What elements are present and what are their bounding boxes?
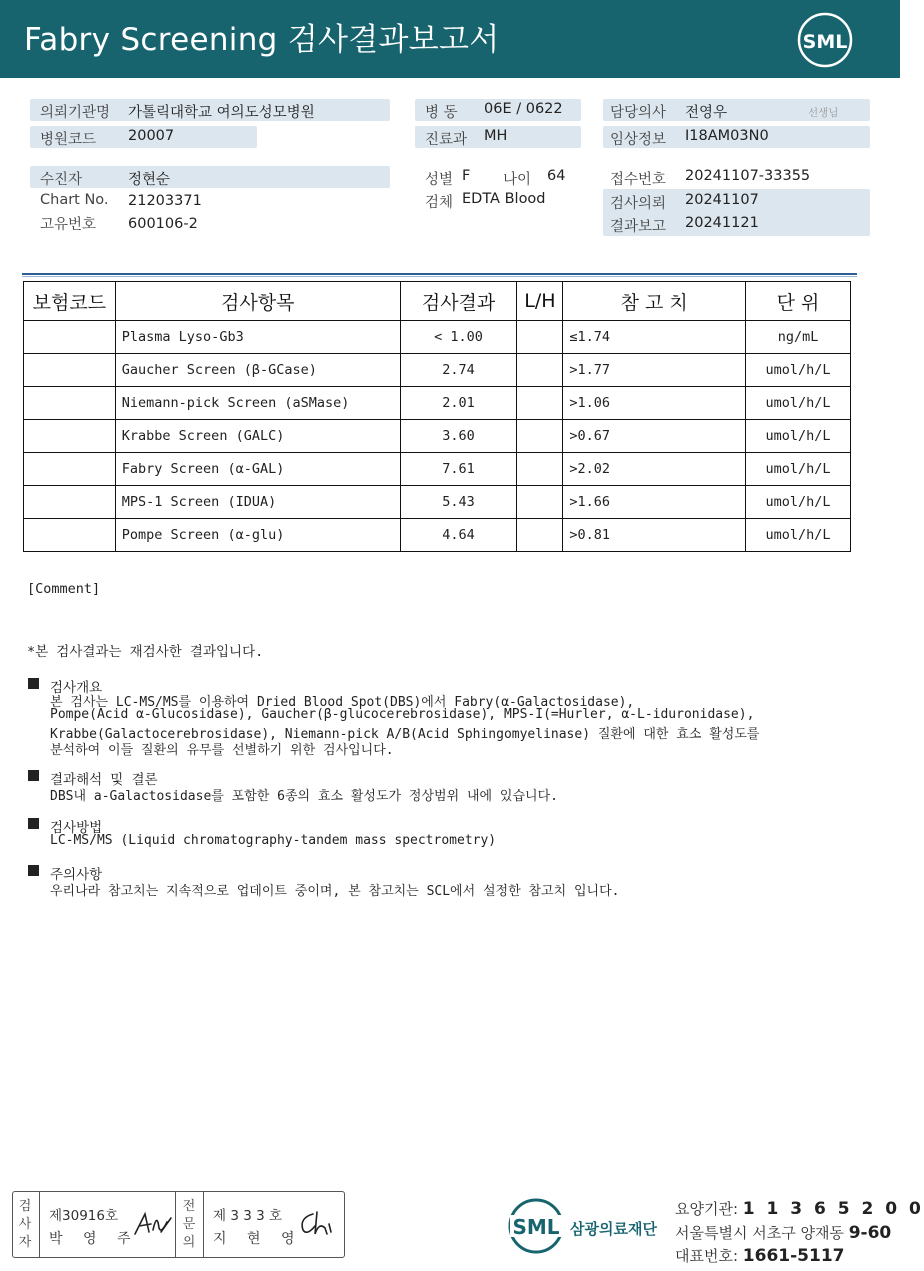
doctor-value: 전영우	[685, 105, 728, 121]
provider-value: 1 1 3 6 5 2 0 0	[742, 1199, 924, 1219]
code-cell	[24, 387, 116, 420]
result-cell: 4.64	[400, 519, 517, 552]
col-header-result: 검사결과	[400, 282, 517, 321]
section-title: 주의사항	[50, 867, 103, 883]
unit-cell: umol/h/L	[746, 519, 851, 552]
dept-value: MH	[484, 128, 508, 144]
result-cell: < 1.00	[400, 321, 517, 354]
table-row	[24, 420, 851, 453]
section-line: LC-MS/MS (Liquid chromatography-tandem mass spectrometry)	[50, 833, 497, 848]
item-cell: MPS-1 Screen (IDUA)	[115, 486, 400, 519]
retest-note: *본 검사결과는 재검사한 결과입니다.	[27, 644, 264, 660]
unit-cell: umol/h/L	[746, 354, 851, 387]
code-cell	[24, 354, 116, 387]
hospital-code-label: 병원코드	[40, 132, 97, 148]
lh-cell	[517, 519, 563, 552]
ref-cell: >2.02	[563, 453, 746, 486]
receipt-label: 접수번호	[610, 172, 667, 188]
patient-label: 수진자	[40, 172, 83, 188]
age-value: 64	[547, 168, 566, 184]
report-title: Fabry Screening 검사결과보고서	[24, 22, 500, 58]
section-title: 검사개요	[50, 680, 103, 696]
lh-cell	[517, 387, 563, 420]
results-table	[23, 281, 851, 552]
item-cell: Pompe Screen (α-glu)	[115, 519, 400, 552]
specimen-value: EDTA Blood	[462, 191, 546, 207]
clinical-value: I18AM03N0	[685, 128, 769, 144]
specialist-name: 지 현 영	[213, 1231, 303, 1247]
table-row	[24, 453, 851, 486]
chart-label: Chart No.	[40, 192, 109, 208]
phone-line	[675, 1245, 844, 1266]
bullet-square-icon	[28, 865, 39, 876]
result-cell: 2.01	[400, 387, 517, 420]
hospital-value: 가톨릭대학교 여의도성모병원	[128, 105, 315, 121]
table-header-row	[24, 282, 851, 321]
examiner-name: 박 영 주	[49, 1231, 139, 1247]
ref-cell: ≤1.74	[563, 321, 746, 354]
org-logo-icon	[506, 1196, 566, 1256]
address-prefix: 서울특별시 서초구 양재동	[675, 1224, 849, 1242]
col-header-unit: 단 위	[746, 282, 851, 321]
comment-label: [Comment]	[27, 581, 101, 597]
unique-value: 600106-2	[128, 216, 198, 232]
unit-cell: umol/h/L	[746, 387, 851, 420]
request-label: 검사의뢰	[610, 196, 667, 212]
section-line: 우리나라 참고치는 지속적으로 업데이트 중이며, 본 참고치는 SCL에서 설정한 참고치 입니다.	[50, 884, 620, 899]
unit-cell: umol/h/L	[746, 420, 851, 453]
code-cell	[24, 486, 116, 519]
code-cell	[24, 453, 116, 486]
section-line: DBS내 a-Galactosidase를 포함한 6종의 효소 활성도가 정상범위 내에 있습니다.	[50, 789, 558, 804]
bullet-square-icon	[28, 770, 39, 781]
specialist-license: 제 3 3 3 호	[213, 1208, 283, 1224]
sex-label: 성별	[425, 172, 454, 188]
item-cell: Gaucher Screen (β-GCase)	[115, 354, 400, 387]
report-value: 20241121	[685, 215, 759, 231]
signature-box	[12, 1191, 345, 1258]
section-divider	[22, 273, 857, 275]
section-line: Krabbe(Galactocerebrosidase), Niemann-pick A/B(Acid Sphingomyelinase) 질환에 대한 효소 활성도를	[50, 727, 760, 742]
specialist-signature-icon	[295, 1208, 339, 1240]
org-logo-text: SML	[512, 1215, 560, 1239]
provider-label: 요양기관:	[675, 1200, 739, 1218]
report-label: 결과보고	[610, 219, 667, 235]
table-row	[24, 519, 851, 552]
section-title: 검사방법	[50, 820, 103, 836]
org-name: 삼광의료재단	[570, 1220, 657, 1238]
section-line: 본 검사는 LC-MS/MS를 이용하여 Dried Blood Spot(DBS)에서 Fabry(α-Galactosidase),	[50, 695, 635, 710]
result-cell: 2.74	[400, 354, 517, 387]
table-row	[24, 387, 851, 420]
col-header-item: 검사항목	[115, 282, 400, 321]
examiner-signature-icon	[131, 1208, 175, 1240]
lh-cell	[517, 453, 563, 486]
unit-cell: umol/h/L	[746, 453, 851, 486]
section-title: 결과해석 및 결론	[50, 772, 158, 788]
unit-cell: umol/h/L	[746, 486, 851, 519]
item-cell: Krabbe Screen (GALC)	[115, 420, 400, 453]
col-header-lh: L/H	[517, 282, 563, 321]
item-cell: Plasma Lyso-Gb3	[115, 321, 400, 354]
ref-cell: >1.06	[563, 387, 746, 420]
doctor-suffix: 선생님	[808, 107, 839, 119]
code-cell	[24, 519, 116, 552]
report-header	[0, 0, 900, 78]
result-cell: 7.61	[400, 453, 517, 486]
ref-cell: >1.77	[563, 354, 746, 387]
lh-cell	[517, 354, 563, 387]
bullet-square-icon	[28, 678, 39, 689]
hospital-label: 의뢰기관명	[40, 105, 111, 121]
unit-cell: ng/mL	[746, 321, 851, 354]
table-row	[24, 321, 851, 354]
sex-value: F	[462, 168, 471, 184]
code-cell	[24, 420, 116, 453]
receipt-value: 20241107-33355	[685, 168, 811, 184]
clinical-label: 임상정보	[610, 132, 667, 148]
lh-cell	[517, 321, 563, 354]
examiner-label: 검 사 자	[18, 1199, 32, 1250]
doctor-label: 담당의사	[610, 105, 667, 121]
provider-line	[675, 1198, 924, 1219]
unique-label: 고유번호	[40, 217, 97, 233]
section-line: 분석하여 이들 질환의 유무를 선별하기 위한 검사입니다.	[50, 743, 394, 758]
result-cell: 5.43	[400, 486, 517, 519]
table-row	[24, 486, 851, 519]
patient-value: 정현순	[128, 172, 171, 188]
dept-label: 진료과	[425, 132, 468, 148]
phone-label: 대표번호:	[675, 1247, 739, 1265]
item-cell: Fabry Screen (α-GAL)	[115, 453, 400, 486]
phone-value: 1661-5117	[742, 1246, 845, 1266]
section-line: Pompe(Acid α-Glucosidase), Gaucher(β-glucocerebrosidase), MPS-I(=Hurler, α-L-iduronidase),	[50, 707, 755, 722]
col-header-ref: 참 고 치	[563, 282, 746, 321]
specimen-label: 검체	[425, 195, 454, 211]
result-cell: 3.60	[400, 420, 517, 453]
ward-value: 06E / 0622	[484, 101, 563, 117]
request-value: 20241107	[685, 192, 759, 208]
code-cell	[24, 321, 116, 354]
examiner-license: 제30916호	[49, 1208, 119, 1224]
lh-cell	[517, 486, 563, 519]
chart-value: 21203371	[128, 193, 202, 209]
ward-label: 병 동	[425, 105, 458, 121]
lh-cell	[517, 420, 563, 453]
address-line	[675, 1222, 891, 1243]
item-cell: Niemann-pick Screen (aSMase)	[115, 387, 400, 420]
hospital-code-value: 20007	[128, 128, 175, 144]
bullet-square-icon	[28, 818, 39, 829]
ref-cell: >0.81	[563, 519, 746, 552]
ref-cell: >1.66	[563, 486, 746, 519]
table-row	[24, 354, 851, 387]
logo-text: SML	[802, 31, 848, 53]
address-number: 9-60	[848, 1223, 892, 1243]
sml-logo-icon	[795, 10, 855, 70]
section-divider-thin	[22, 276, 857, 277]
age-label: 나이	[503, 172, 532, 188]
col-header-code: 보험코드	[24, 282, 116, 321]
specialist-label: 전 문 의	[182, 1199, 196, 1250]
ref-cell: >0.67	[563, 420, 746, 453]
